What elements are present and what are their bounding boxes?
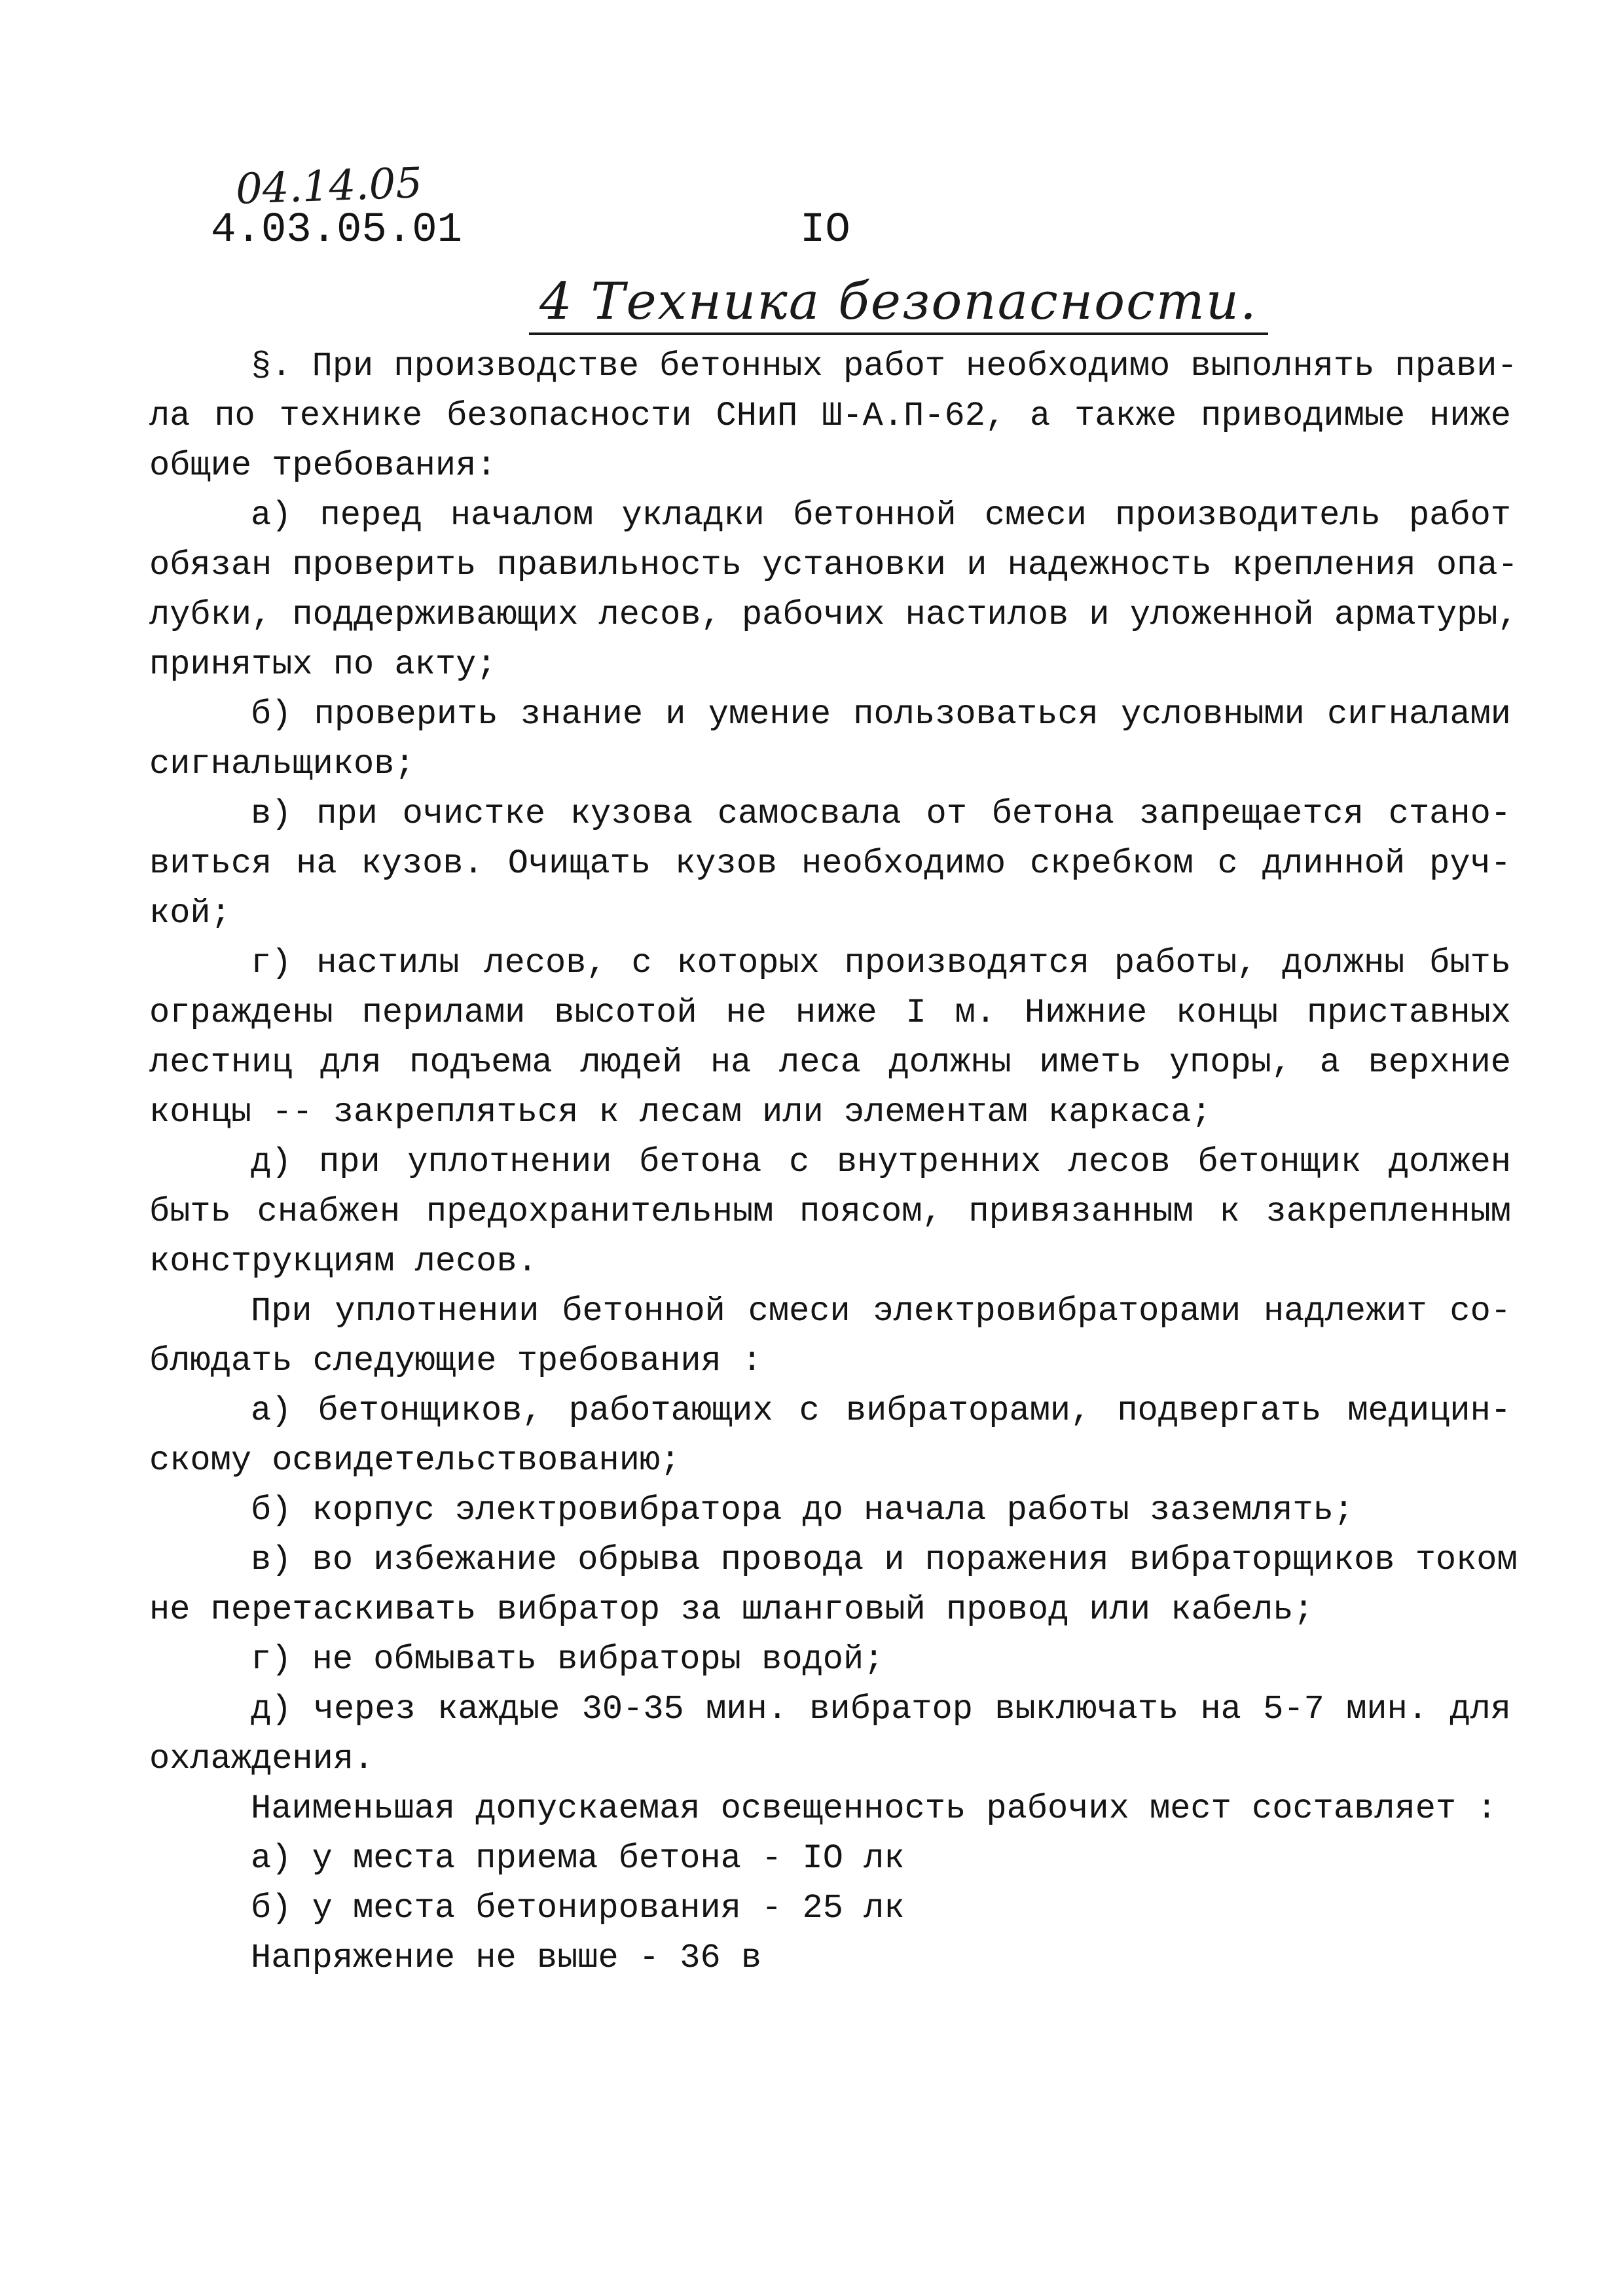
text-line: в) во избежание обрыва провода и поражения вибраторщиков током xyxy=(251,1541,1518,1579)
text-line: концы -- закрепляться к лесам или элементам каркаса; xyxy=(149,1093,1212,1132)
text-line: д) при уплотнении бетона с внутренних лесов бетонщик должен xyxy=(251,1143,1511,1181)
text-line: кой; xyxy=(149,894,231,933)
text-line: а) перед началом укладки бетонной смеси производитель работ xyxy=(251,496,1511,535)
text-line: обязан проверить правильность установки и надежность крепления опа- xyxy=(149,546,1518,584)
text-line: скому освидетельствованию; xyxy=(149,1441,681,1480)
text-line: Напряжение не выше - 36 в xyxy=(251,1939,762,1977)
text-line: принятых по акту; xyxy=(149,645,497,684)
text-line: г) настилы лесов, с которых производятся работы, должны быть xyxy=(251,944,1511,982)
text-line: При уплотнении бетонной смеси электровибраторами надлежит со- xyxy=(251,1292,1511,1331)
text-line: конструкциям лесов. xyxy=(149,1242,538,1281)
text-line: ла по технике безопасности СНиП Ш-А.П-62, а также приводимые ниже xyxy=(149,397,1511,435)
text-line: б) проверить знание и умение пользоваться условными сигналами xyxy=(251,695,1511,734)
text-line: а) у места приема бетона - IO лк xyxy=(251,1839,905,1878)
handwritten-code: 04.14.05 xyxy=(234,159,424,214)
text-line: блюдать следующие требования : xyxy=(149,1342,763,1380)
text-line: в) при очистке кузова самосвала от бетона запрещается стано- xyxy=(251,795,1511,833)
text-line: д) через каждые 30-35 мин. вибратор выключать на 5-7 мин. для xyxy=(251,1690,1511,1729)
text-line: сигнальщиков; xyxy=(149,745,415,783)
text-line: §. При производстве бетонных работ необходимо выполнять прави- xyxy=(251,347,1518,386)
text-line: охлаждения. xyxy=(149,1740,374,1778)
text-line: виться на кузов. Очищать кузов необходимо скребком с длинной руч- xyxy=(149,844,1511,883)
text-line: б) корпус электровибратора до начала работы заземлять; xyxy=(251,1491,1355,1530)
section-title: 4 Техника безопасности. xyxy=(529,272,1268,335)
text-line: г) не обмывать вибраторы водой; xyxy=(251,1640,884,1679)
text-line: не перетаскивать вибратор за шланговый провод или кабель; xyxy=(149,1590,1314,1629)
text-line: лубки, поддерживающих лесов, рабочих настилов и уложенной арматуры, xyxy=(149,596,1518,634)
text-line: быть снабжен предохранительным поясом, привязанным к закрепленным xyxy=(149,1193,1511,1231)
text-line: общие требования: xyxy=(149,446,497,485)
text-line: лестниц для подъема людей на леса должны иметь упоры, а верхние xyxy=(149,1043,1511,1082)
text-line: б) у места бетонирования - 25 лк xyxy=(251,1889,905,1928)
text-line: ограждены перилами высотой не ниже I м. Нижние концы приставных xyxy=(149,994,1511,1032)
document-code: 4.03.05.01 xyxy=(211,207,463,254)
text-line: а) бетонщиков, работающих с вибраторами, подвергать медицин- xyxy=(251,1391,1511,1430)
page-number: IO xyxy=(800,207,850,254)
text-line: Наименьшая допускаемая освещенность рабочих мест составляет : xyxy=(251,1789,1497,1828)
